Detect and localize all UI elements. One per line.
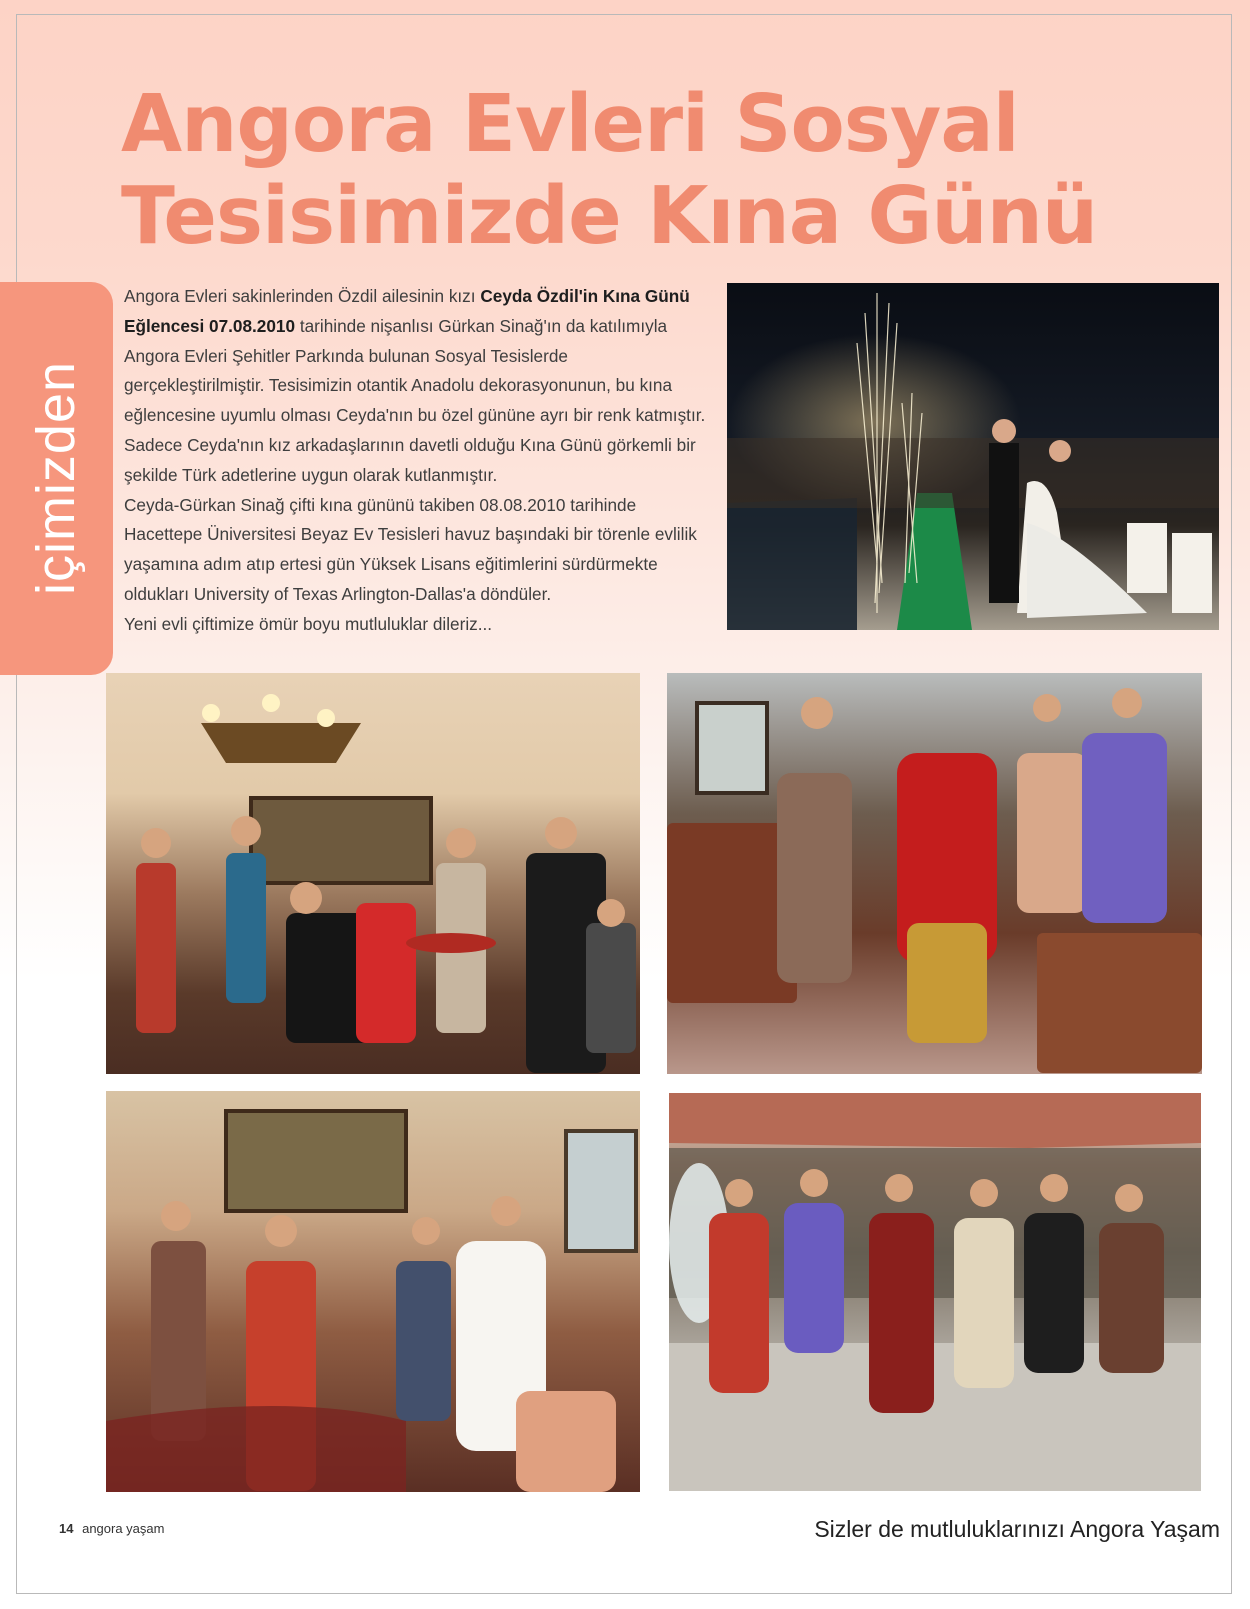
wall-painting [226, 1111, 406, 1211]
article-title [121, 78, 1121, 262]
paragraph-1-rest: tarihinde nişanlısı Gürkan Sinağ'ın da katılımıyla Angora Evleri Şehitler Parkında bulunan Sosyal Tesislerde gerçekleştirilmiştir. Tesisimizin otantik Anadolu dekorasyonunun, bu kına eğlencesine uyumlu olması Ceyda'nın bu özel gününe ayrı bir renk katmıştır. Sadece Ceyda'nın kız arkadaşlarının davetli olduğu Kına Günü görkemli bir şekilde Türk adetlerine uygun olarak kutlanmıştır. [124, 315, 706, 485]
henna-party-illustration-3 [106, 1091, 640, 1492]
magazine-name: angora yaşam [82, 1521, 165, 1536]
page-number: 14 [59, 1521, 74, 1536]
window [697, 703, 767, 793]
green-carpet [897, 493, 972, 630]
henna-party-illustration-2 [667, 673, 1202, 1074]
title-line-1: Angora Evleri Sosyal [121, 78, 1019, 170]
article-paragraph-3: Yeni evli çiftimize ömür boyu mutluluklar dileriz... [124, 613, 493, 634]
article-paragraph-1 [124, 282, 712, 491]
paragraph-1-intro: Angora Evleri sakinlerinden Özdil ailesinin kızı [124, 286, 481, 306]
title-line-2: Tesisimizde Kına Günü [121, 170, 1098, 262]
henna-party-photo-4 [669, 1093, 1201, 1491]
henna-party-photo-3 [106, 1091, 640, 1492]
wedding-photo [727, 283, 1219, 630]
wedding-photo-illustration [727, 283, 1219, 630]
article-body [124, 282, 712, 640]
wall-painting [251, 798, 431, 883]
article-paragraph-2: Ceyda-Gürkan Sinağ çifti kına gününü takiben 08.08.2010 tarihinde Hacettepe Üniversitesi Beyaz Ev Tesisleri havuz başındaki bir törenle evlilik yaşamına adım atıp ertesi gün Yüksek Lisans eğitimlerini sürdürmekte oldukları University of Texas Arlington-Dallas'a döndüler. [124, 494, 697, 604]
henna-party-illustration-4 [669, 1093, 1201, 1491]
footer-left [59, 1521, 164, 1536]
henna-party-illustration-1 [106, 673, 640, 1074]
henna-party-photo-2 [667, 673, 1202, 1074]
chandelier [201, 694, 361, 763]
henna-tray [406, 933, 496, 953]
groom [989, 443, 1019, 603]
roof [669, 1093, 1201, 1148]
paragraph-1-highlight: Ceyda Özdil'in Kına Günü Eğlencesi 07.08.2010 [124, 286, 690, 336]
footer-tagline: Sizler de mutluluklarınızı Angora Yaşam [814, 1516, 1220, 1542]
henna-party-photo-1 [106, 673, 640, 1074]
section-label: içimizden [26, 360, 86, 596]
